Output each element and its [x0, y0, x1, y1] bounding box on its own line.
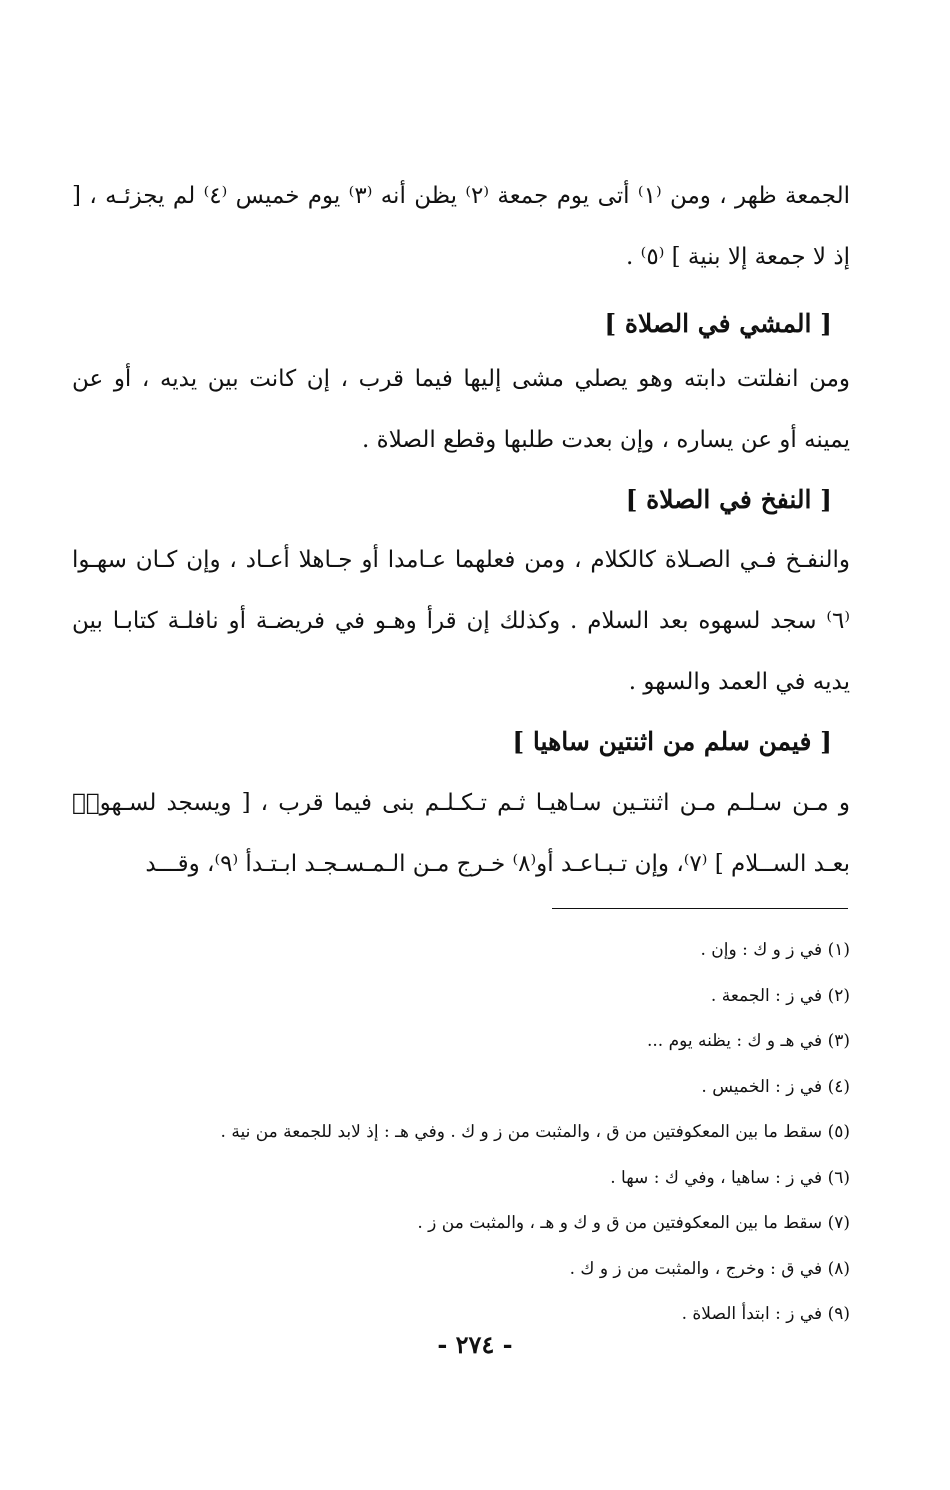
page-number: - ٢٧٤ -	[437, 1330, 513, 1359]
footnotes-list	[150, 928, 850, 1338]
footnote-item: (٧) سقط ما بين المعكوفتين من ق و ك و هـ ، والمثبت من ز .	[417, 1213, 850, 1233]
footnote-item: (٦) في ز : ساهيا ، وفي ك : سها .	[610, 1167, 850, 1188]
footnote-divider	[552, 908, 848, 909]
footnote-item: (١) في ز و ك : وإن .	[700, 940, 850, 960]
paragraph-blowing-in-prayer: والنفـخ فـي الصـلاة كالكلام ، ومن فعلهما عـامدا أو جـاهلا أعـاد ، وإن كـان سهـوا ⁽٦⁾ سجد لسهوه بعد السلام . وكذلك إن قرأ وهـو في فريضـة أو نافلـة كتابـا بين يديه في العمد والسهو .	[72, 547, 850, 695]
footnote-item: (٤) في ز : الخميس .	[701, 1076, 850, 1097]
footnote-item: (٢) في ز : الجمعة .	[710, 985, 850, 1006]
footnote-item: (٥) سقط ما بين المعكوفتين من ق ، والمثبت من ز و ك . وفي هـ : إذ لابد للجمعة من نية .	[220, 1122, 850, 1142]
heading-walking-in-prayer: [ المشي في الصلاة ]	[604, 309, 832, 338]
paragraph-salam-after-two: و مـن سـلـم مـن اثنتـين سـاهيـا ثـم تـكـلـم بنى فيما قرب ، [ ويسجد لسـهوهٖ بعـد الســلام ] ⁽٧⁾، وإن تـبـاعـد أو⁽٨⁾ خـرج مـن الـمـسـجـد ابـتـدأ ⁽٩⁾، وقـــد	[72, 790, 850, 877]
heading-salam-after-two: [ فيمن سلم من اثنتين ساهيا ]	[512, 727, 832, 756]
footnote-item: (٨) في ق : وخرج ، والمثبت من ز و ك .	[569, 1258, 850, 1279]
footnote-item: (٣) في هـ و ك : يظنه يوم ...	[646, 1031, 850, 1051]
footnote-item: (٩) في ز : ابتدأ الصلاة .	[681, 1304, 850, 1324]
heading-blowing-in-prayer: [ النفخ في الصلاة ]	[625, 485, 832, 514]
paragraph-jumuah-continuation: الجمعة ظهر ، ومن ⁽١⁾ أتى يوم جمعة ⁽٢⁾ يظن أنه ⁽٣⁾ يوم خميس ⁽٤⁾ لم يجزئـه ، [ إذ لا جمعة إلا بنية ] ⁽٥⁾ .	[72, 183, 850, 270]
paragraph-walking-in-prayer: ومن انفلتت دابته وهو يصلي مشى إليها فيما قرب ، إن كانت بين يديه ، أو عن يمينه أو عن يساره ، وإن بعدت طلبها وقطع الصلاة .	[72, 366, 850, 453]
